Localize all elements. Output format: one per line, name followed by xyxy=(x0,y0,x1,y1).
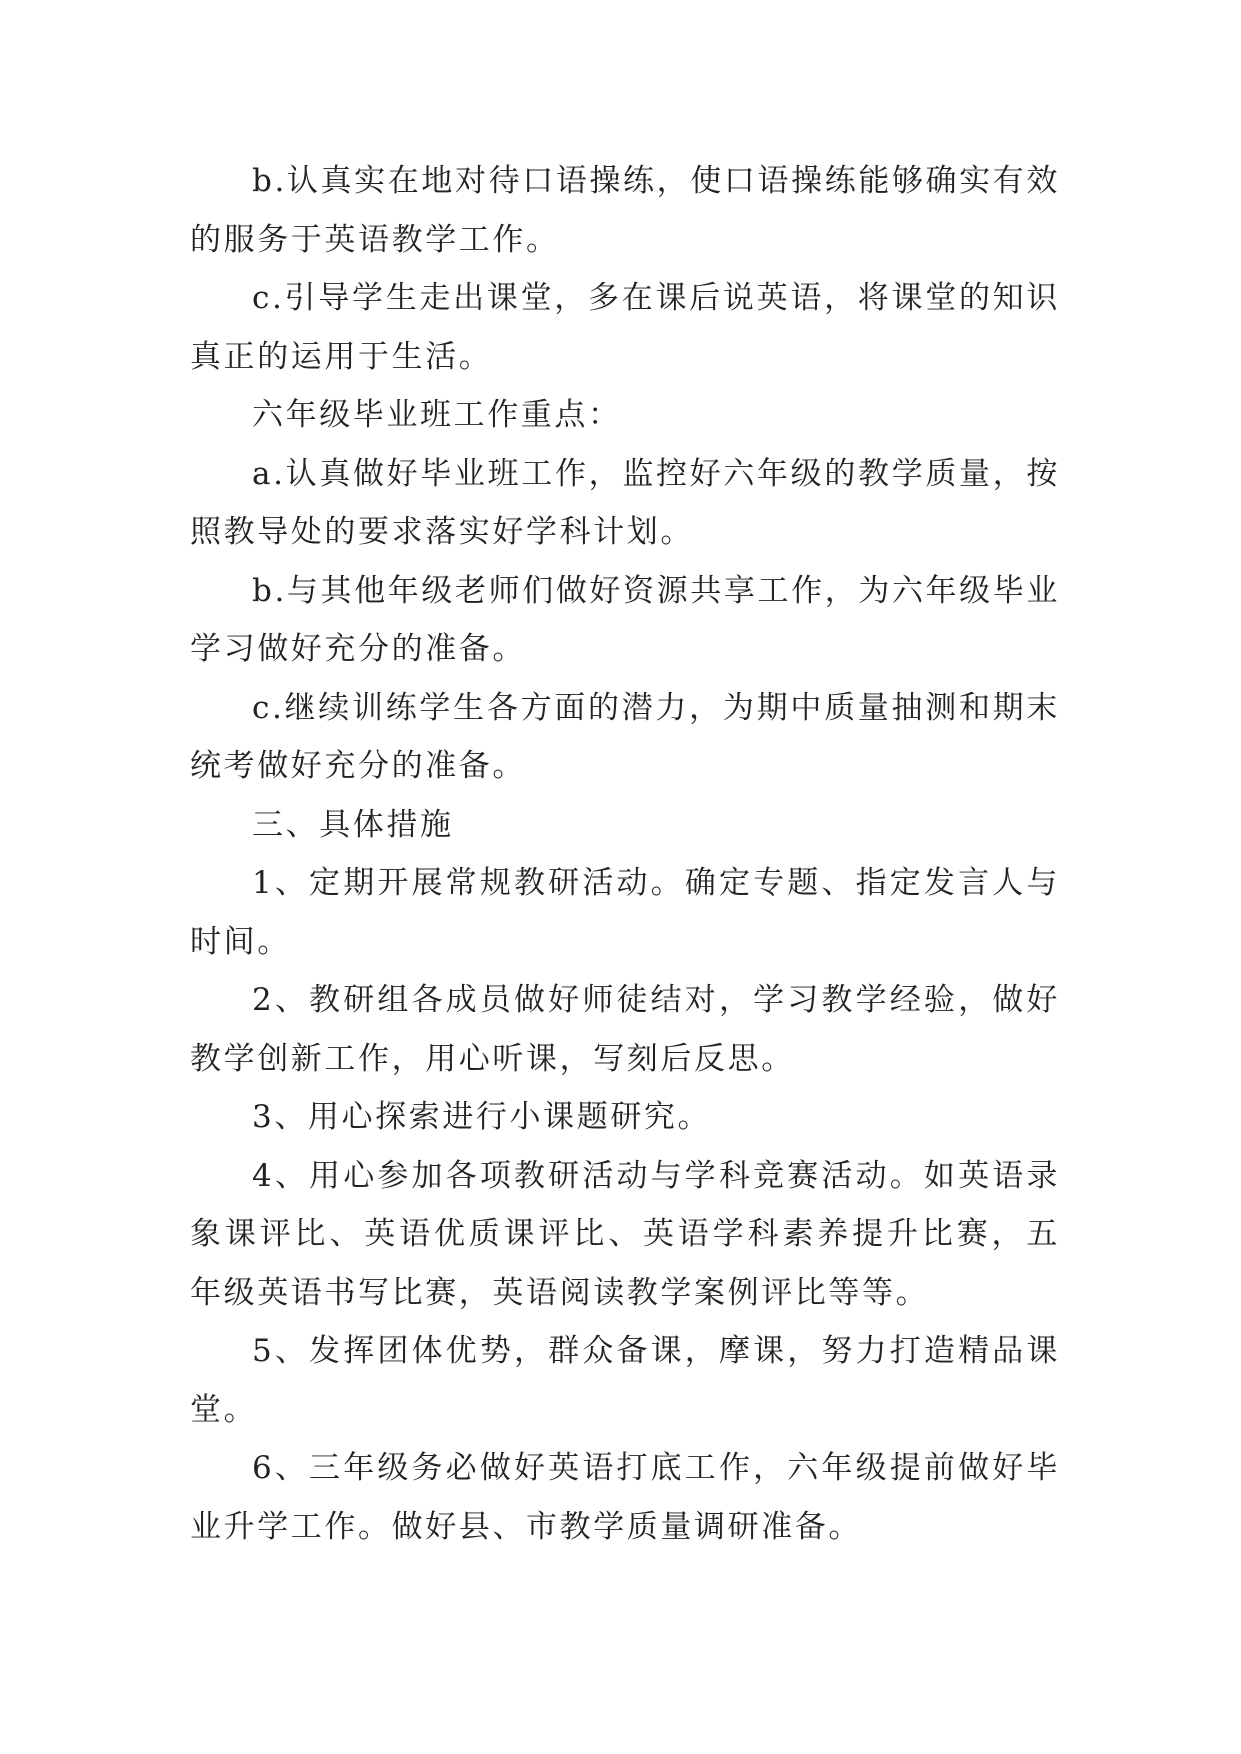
section-heading-measures: 三、具体措施 xyxy=(252,806,454,843)
paragraph-graduating-class-work: a.认真做好毕业班工作，监控好六年级的教学质量，按照教导处的要求落实好学科计划。 xyxy=(190,455,1060,550)
paragraph-grade6-focus-heading: 六年级毕业班工作重点： xyxy=(252,397,622,433)
document-body xyxy=(190,152,1060,1556)
measure-item-2: 2、教研组各成员做好师徒结对，学习教学经验，做好教学创新工作，用心听课，写刻后反思。 xyxy=(190,982,1060,1077)
measure-item-6: 6、三年级务必做好英语打底工作，六年级提前做好毕业升学工作。做好县、市教学质量调研准备。 xyxy=(190,1450,1060,1545)
paragraph-ability-training: c.继续训练学生各方面的潜力，为期中质量抽测和期末统考做好充分的准备。 xyxy=(190,689,1060,784)
paragraph-resource-sharing: b.与其他年级老师们做好资源共享工作，为六年级毕业学习做好充分的准备。 xyxy=(190,572,1060,667)
measure-item-3: 3、用心探索进行小课题研究。 xyxy=(252,1099,712,1135)
measure-item-4: 4、用心参加各项教研活动与学科竞赛活动。如英语录象课评比、英语优质课评比、英语学科素养提升比赛，五年级英语书写比赛，英语阅读教学案例评比等等。 xyxy=(190,1157,1060,1311)
paragraph-after-class-english: c.引导学生走出课堂，多在课后说英语，将课堂的知识真正的运用于生活。 xyxy=(190,280,1060,375)
measure-item-5: 5、发挥团体优势，群众备课，摩课，努力打造精品课堂。 xyxy=(190,1333,1060,1428)
paragraph-oral-practice: b.认真实在地对待口语操练，使口语操练能够确实有效的服务于英语教学工作。 xyxy=(190,163,1060,258)
measure-item-1: 1、定期开展常规教研活动。确定专题、指定发言人与时间。 xyxy=(190,865,1060,960)
